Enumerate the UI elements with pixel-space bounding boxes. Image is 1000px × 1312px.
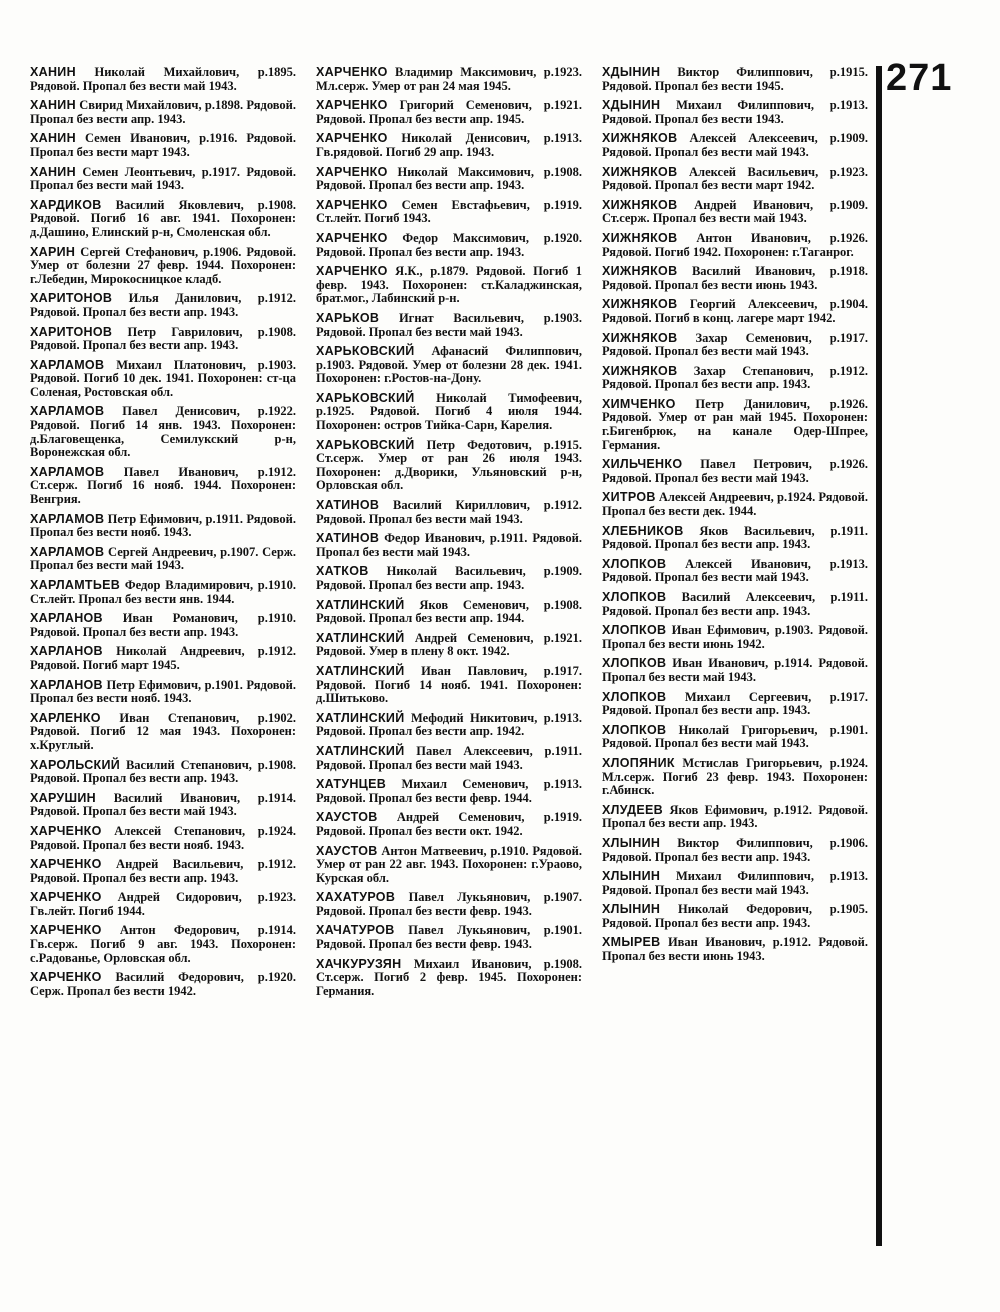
entry-surname: ХЛУДЕЕВ [602,802,663,817]
list-item [602,458,868,485]
entry-details: Антон Иванович, р.1926. Рядовой. Погиб 1942. Похоронен: г.Таганрог. [602,230,868,259]
list-item [30,246,296,287]
list-item [30,759,296,786]
entry-surname: ХАРЧЕНКО [30,970,102,985]
list-item [602,804,868,831]
entry-details: Петр Ефимович, р.1911. Рядовой. Пропал без вести нояб. 1943. [30,511,296,540]
entry-surname: ХАТУНЦЕВ [316,777,387,792]
list-item [602,558,868,585]
entry-surname: ХИМЧЕНКО [602,396,676,411]
list-item [316,265,582,306]
entry-details: Я.К., р.1879. Рядовой. Погиб 1 февр. 1943. Похоронен: ст.Каладжинская, брат.мог., Лабинский р-н. [316,264,582,306]
column-1 [30,66,296,1004]
entry-details: Иван Иванович, р.1912. Рядовой. Пропал без вести июнь 1943. [602,935,868,964]
list-item [316,632,582,659]
entry-surname: ХАТИНОВ [316,531,380,546]
list-item [30,612,296,639]
list-item [602,232,868,259]
entry-details: Николай Андреевич, р.1912. Рядовой. Погиб март 1945. [30,644,296,672]
list-item [316,745,582,772]
entry-details: Андрей Сидорович, р.1923. Гв.лейт. Погиб 1944. [30,890,297,918]
entry-details: Николай Денисович, р.1913. Гв.рядовой. Погиб 29 апр. 1943. [316,131,582,159]
entry-surname: ХАРЧЕНКО [30,923,102,938]
list-item [30,326,296,353]
page-number: 271 [886,57,953,99]
list-item [316,778,582,805]
list-item [602,624,868,651]
entry-surname: ХАРИТОНОВ [30,324,113,339]
entry-surname: ХАРЧЕНКО [30,857,102,872]
entry-surname: ХАРЛАНОВ [30,611,103,626]
entry-details: Павел Лукьянович, р.1907. Рядовой. Пропал без вести февр. 1943. [316,890,582,918]
entry-details: Виктор Филиппович, р.1915. Рядовой. Пропал без вести 1945. [602,65,869,93]
list-item [30,712,296,753]
entry-surname: ХАНИН [30,164,76,179]
entry-details: Андрей Семенович, р.1919. Рядовой. Пропал без вести окт. 1942. [316,810,583,838]
entry-surname: ХАТИНОВ [316,498,380,513]
list-item [30,132,296,159]
entry-surname: ХАЧКУРУЗЯН [316,956,402,971]
entry-details: Василий Алексеевич, р.1911. Рядовой. Пропал без вести апр. 1943. [602,590,868,618]
list-item [602,724,868,751]
entry-details: Михаил Иванович, р.1908. Ст.серж. Погиб 2 февр. 1945. Похоронен: Германия. [316,956,582,998]
list-item [316,166,582,193]
entry-surname: ХАРЧЕНКО [316,230,388,245]
list-item [316,565,582,592]
entry-surname: ХЛОПКОВ [602,590,667,604]
entry-details: Семен Леонтьевич, р.1917. Рядовой. Пропал без вести май 1943. [30,164,296,193]
entry-surname: ХАРЛАМОВ [30,544,105,559]
list-item [316,132,582,159]
list-item [316,439,582,493]
entry-surname: ХАТЛИНСКИЙ [316,710,405,725]
entry-surname: ХИЖНЯКОВ [602,330,678,345]
entry-details: Василий Степанович, р.1908. Рядовой. Пропал без вести апр. 1943. [30,757,297,786]
entry-details: Алексей Васильевич, р.1923. Рядовой. Пропал без вести март 1942. [602,164,868,193]
entry-surname: ХАРЧЕНКО [316,98,388,113]
list-item [30,579,296,606]
list-item [602,66,868,93]
entry-details: Павел Денисович, р.1922. Рядовой. Погиб 14 янв. 1943. Похоронен: д.Благовещенка, Семилукский р-н, Воронежская обл. [30,404,296,460]
entry-surname: ХАРЧЕНКО [316,264,388,279]
entry-details: Николай Васильевич, р.1909. Рядовой. Пропал без вести апр. 1943. [316,564,582,592]
entry-details: Афанасий Филиппович, р.1903. Рядовой. Умер от болезни 28 дек. 1941. Похоронен: г.Ростов-на-Дону. [316,344,582,386]
entry-surname: ХАРЛАМОВ [30,464,105,479]
entry-details: Иван Романович, р.1910. Рядовой. Пропал без вести апр. 1943. [30,611,296,639]
list-item [316,665,582,706]
list-item [30,679,296,706]
entry-details: Иван Иванович, р.1914. Рядовой. Пропал без вести май 1943. [602,656,868,684]
entry-surname: ХДЫНИН [602,65,661,79]
entry-details: Свирид Михайлович, р.1898. Рядовой. Пропал без вести апр. 1943. [30,98,296,126]
entry-details: Григорий Семенович, р.1921. Рядовой. Пропал без вести апр. 1945. [316,98,582,126]
entry-surname: ХАРЧЕНКО [316,164,388,179]
entry-details: Василий Иванович, р.1918. Рядовой. Пропал без вести июнь 1943. [602,264,869,292]
entry-surname: ХИЛЬЧЕНКО [602,457,683,472]
entry-details: Павел Иванович, р.1912. Ст.серж. Погиб 16 нояб. 1944. Похоронен: Венгрия. [30,464,297,507]
entry-surname: ХАРЧЕНКО [30,823,102,838]
list-item [602,525,868,552]
entry-details: Алексей Степанович, р.1924. Рядовой. Пропал без вести нояб. 1943. [30,823,297,852]
entry-surname: ХЛЫНИН [602,835,661,850]
list-item [316,499,582,526]
entry-surname: ХАРУШИН [30,790,96,805]
entry-details: Андрей Семенович, р.1921. Рядовой. Умер в плену 8 окт. 1942. [316,630,583,659]
entry-details: Сергей Стефанович, р.1906. Рядовой. Умер от болезни 27 февр. 1944. Похоронен: г.Лебедин, Мирокосницкое кладб. [30,244,296,286]
entry-surname: ХЛОПКОВ [602,656,667,671]
entry-surname: ХАРЬКОВ [316,310,380,325]
entry-surname: ХИЖНЯКОВ [602,164,678,179]
list-item [30,825,296,852]
entry-surname: ХЛОПКОВ [602,722,667,737]
entry-surname: ХАРИТОНОВ [30,291,113,306]
entry-details: Яков Ефимович, р.1912. Рядовой. Пропал без вести апр. 1943. [602,802,869,831]
list-item [602,691,868,718]
entry-surname: ХИТРОВ [602,490,656,505]
list-item [30,466,296,507]
list-item [602,166,868,193]
list-item [602,936,868,963]
list-item [602,870,868,897]
entry-details: Алексей Андреевич, р.1924. Рядовой. Пропал без вести дек. 1944. [602,490,868,519]
entry-details: Георгий Алексеевич, р.1904. Рядовой. Погиб в конц. лагере март 1942. [602,297,869,325]
entry-surname: ХАУСТОВ [316,810,378,825]
entry-details: Алексей Алексеевич, р.1909. Рядовой. Пропал без вести май 1943. [602,131,868,159]
entry-surname: ХЛОПКОВ [602,556,667,571]
entry-details: Захар Степанович, р.1912. Рядовой. Пропал без вести апр. 1943. [602,363,869,392]
entry-details: Николай Тимофеевич, р.1925. Рядовой. Погиб 4 июля 1944. Похоронен: остров Тийка-Сарн, Карелия. [316,390,583,433]
list-item [316,232,582,259]
list-item [30,546,296,573]
list-item [602,199,868,226]
entry-details: Мстислав Григорьевич, р.1924. Мл.серж. Погиб 23 февр. 1943. Похоронен: г.Абинск. [602,755,869,798]
entry-surname: ХАТЛИНСКИЙ [316,630,405,645]
list-item [30,858,296,885]
entry-surname: ХАРИН [30,244,76,259]
list-item [30,645,296,672]
entry-surname: ХАТЛИНСКИЙ [316,597,405,612]
entry-surname: ХИЖНЯКОВ [602,297,678,312]
entry-details: Яков Васильевич, р.1911. Рядовой. Пропал без вести апр. 1943. [602,523,869,552]
entry-surname: ХАТКОВ [316,564,369,579]
entry-surname: ХАРЛАНОВ [30,644,103,659]
entry-details: Яков Семенович, р.1908. Рядовой. Пропал без вести апр. 1944. [316,597,583,626]
list-item [316,845,582,886]
entry-details: Василий Кириллович, р.1912. Рядовой. Пропал без вести май 1943. [316,498,583,526]
entry-surname: ХЛОПКОВ [602,623,667,638]
entry-details: Василий Иванович, р.1914. Рядовой. Пропал без вести май 1943. [30,790,297,819]
entry-details: Иван Павлович, р.1917. Рядовой. Погиб 14 нояб. 1941. Похоронен: д.Шитьково. [316,663,583,706]
entry-details: Павел Петрович, р.1926. Рядовой. Пропал без вести май 1943. [602,457,868,485]
list-item [316,312,582,339]
entry-surname: ХАРЛАМОВ [30,357,105,372]
entry-details: Федор Иванович, р.1911. Рядовой. Пропал без вести май 1943. [316,531,583,559]
list-item [316,66,582,93]
list-item [316,712,582,739]
entry-details: Игнат Васильевич, р.1903. Рядовой. Пропал без вести май 1943. [316,310,583,339]
list-item [30,66,296,93]
entry-details: Владимир Максимович, р.1923. Мл.серж. Умер от ран 24 мая 1945. [316,65,583,93]
entry-details: Петр Ефимович, р.1901. Рядовой. Пропал без вести нояб. 1943. [30,677,297,706]
entry-surname: ХАРЧЕНКО [316,65,388,79]
entry-details: Михаил Семенович, р.1913. Рядовой. Пропал без вести февр. 1944. [316,777,583,805]
entry-surname: ХАТЛИНСКИЙ [316,743,405,758]
list-item [602,132,868,159]
list-item [30,891,296,918]
list-item [30,405,296,459]
entry-details: Павел Лукьянович, р.1901. Рядовой. Пропал без вести февр. 1943. [316,923,582,952]
entry-surname: ХАРЧЕНКО [316,131,388,146]
entry-details: Петр Федотович, р.1915. Ст.серж. Умер от ран 26 июля 1943. Похоронен: д.Дворики, Ульяновский р-н, Орловская обл. [316,437,582,493]
entry-surname: ХИЖНЯКОВ [602,197,678,212]
list-item [602,657,868,684]
entry-surname: ХАЧАТУРОВ [316,923,395,938]
entry-surname: ХАРЬКОВСКИЙ [316,344,415,359]
list-item [30,792,296,819]
entry-surname: ХМЫРЕВ [602,935,661,950]
entry-details: Михаил Филиппович, р.1913. Рядовой. Пропал без вести 1943. [602,98,868,126]
entry-surname: ХАНИН [30,98,76,113]
list-item [602,265,868,292]
entry-surname: ХАРЛАМОВ [30,404,105,419]
entry-surname: ХЛЫНИН [602,902,661,917]
entry-details: Федор Максимович, р.1920. Рядовой. Пропал без вести апр. 1943. [316,230,582,259]
entry-details: Михаил Платонович, р.1903. Рядовой. Погиб 10 дек. 1941. Похоронен: ст-ца Соленая, Ростовская обл. [30,357,296,399]
list-item [30,166,296,193]
entry-details: Алексей Иванович, р.1913. Рядовой. Пропал без вести май 1943. [602,556,868,585]
entry-surname: ХАРЛАМОВ [30,511,105,526]
entry-details: Петр Данилович, р.1926. Рядовой. Умер от ран май 1945. Похоронен: г.Бигенбрюк, на канале Одер-Шпрее, Германия. [602,396,868,452]
entry-details: Федор Владимирович, р.1910. Ст.лейт. Пропал без вести янв. 1944. [30,578,296,606]
entry-surname: ХИЖНЯКОВ [602,230,678,245]
list-item [602,365,868,392]
entry-details: Василий Федорович, р.1920. Серж. Пропал без вести 1942. [30,970,296,998]
entry-details: Николай Максимович, р.1908. Рядовой. Пропал без вести апр. 1943. [316,164,582,193]
entry-surname: ХАРЛЕНКО [30,710,101,725]
entry-surname: ХАНИН [30,65,76,79]
entry-details: Иван Ефимович, р.1903. Рядовой. Пропал без вести июнь 1942. [602,623,869,651]
entry-details: Николай Федорович, р.1905. Рядовой. Пропал без вести апр. 1943. [602,902,868,930]
entry-details: Семен Евстафьевич, р.1919. Ст.лейт. Погиб 1943. [316,197,583,226]
list-item [602,757,868,798]
entry-details: Захар Семенович, р.1917. Рядовой. Пропал без вести май 1943. [602,330,868,359]
entry-surname: ХДЫНИН [602,98,661,113]
list-item [316,811,582,838]
entry-details: Илья Данилович, р.1912. Рядовой. Пропал без вести апр. 1943. [30,291,296,319]
list-item [602,99,868,126]
list-item [602,298,868,325]
list-item [316,924,582,951]
entry-details: Семен Иванович, р.1916. Рядовой. Пропал без вести март 1943. [30,131,297,159]
list-item [316,199,582,226]
column-3 [602,66,868,970]
list-item [30,292,296,319]
list-item [30,513,296,540]
entry-surname: ХИЖНЯКОВ [602,264,678,279]
entry-surname: ХАТЛИНСКИЙ [316,663,405,678]
entry-details: Петр Гаврилович, р.1908. Рядовой. Пропал без вести апр. 1943. [30,324,296,353]
entry-details: Антон Федорович, р.1914. Гв.серж. Погиб 9 авг. 1943. Похоронен: с.Радованье, Орловская обл. [30,923,297,965]
vertical-rule [876,66,882,1246]
entry-surname: ХАРДИКОВ [30,197,102,212]
entry-surname: ХИЖНЯКОВ [602,363,678,378]
entry-details: Василий Яковлевич, р.1908. Рядовой. Погиб 16 авг. 1941. Похоронен: д.Дашино, Елинский р-н, Смоленская обл. [30,197,297,239]
entry-details: Антон Матвеевич, р.1910. Рядовой. Умер от ран 22 авг. 1943. Похоронен: г.Ураово, Курская обл. [316,843,583,885]
entry-surname: ХИЖНЯКОВ [602,131,678,146]
entry-surname: ХАРЧЕНКО [316,197,388,212]
entry-surname: ХАРЧЕНКО [30,890,102,905]
entry-details: Виктор Филиппович, р.1906. Рядовой. Пропал без вести апр. 1943. [602,835,869,864]
entry-details: Николай Михайлович, р.1895. Рядовой. Пропал без вести май 1943. [30,65,296,93]
entry-details: Николай Григорьевич, р.1901. Рядовой. Пропал без вести май 1943. [602,722,869,751]
entry-surname: ХАРЛАМТЬЕВ [30,578,121,592]
list-item [602,332,868,359]
entry-surname: ХЛОПКОВ [602,689,667,704]
list-item [316,392,582,433]
entry-details: Мефодий Никитович, р.1913. Рядовой. Пропал без вести апр. 1942. [316,710,582,739]
list-item [602,837,868,864]
entry-surname: ХАРОЛЬСКИЙ [30,757,121,772]
list-item [316,599,582,626]
entry-details: Михаил Филиппович, р.1913. Рядовой. Пропал без вести май 1943. [602,869,868,897]
entry-surname: ХАНИН [30,131,76,146]
entry-surname: ХЛЫНИН [602,869,661,884]
list-item [30,99,296,126]
entry-details: Андрей Васильевич, р.1912. Рядовой. Пропал без вести апр. 1943. [30,857,297,885]
entry-details: Иван Степанович, р.1902. Рядовой. Погиб 12 мая 1943. Похоронен: х.Круглый. [30,710,296,752]
entry-surname: ХАХАТУРОВ [316,890,396,905]
entry-surname: ХАУСТОВ [316,843,378,858]
entry-surname: ХАРЬКОВСКИЙ [316,390,415,405]
entry-surname: ХАРЬКОВСКИЙ [316,437,415,452]
list-item [316,99,582,126]
column-2 [316,66,582,1004]
entry-details: Андрей Иванович, р.1909. Ст.серж. Пропал без вести май 1943. [602,197,869,226]
list-item [316,958,582,999]
list-item [316,532,582,559]
list-item [316,345,582,386]
list-item [602,491,868,518]
entry-surname: ХАРЛАНОВ [30,677,103,692]
list-item [602,398,868,452]
list-item [316,891,582,918]
entry-details: Михаил Сергеевич, р.1917. Рядовой. Пропал без вести апр. 1943. [602,689,869,718]
list-item [602,903,868,930]
list-item [30,199,296,240]
list-item [30,924,296,965]
list-item [30,971,296,998]
list-item [30,359,296,400]
entry-details: Сергей Андреевич, р.1907. Серж. Пропал без вести май 1943. [30,544,296,573]
list-item [602,591,868,618]
entry-details: Павел Алексеевич, р.1911. Рядовой. Пропал без вести май 1943. [316,743,583,772]
entry-surname: ХЛЕБНИКОВ [602,523,684,538]
entry-surname: ХЛОПЯНИК [602,755,675,770]
